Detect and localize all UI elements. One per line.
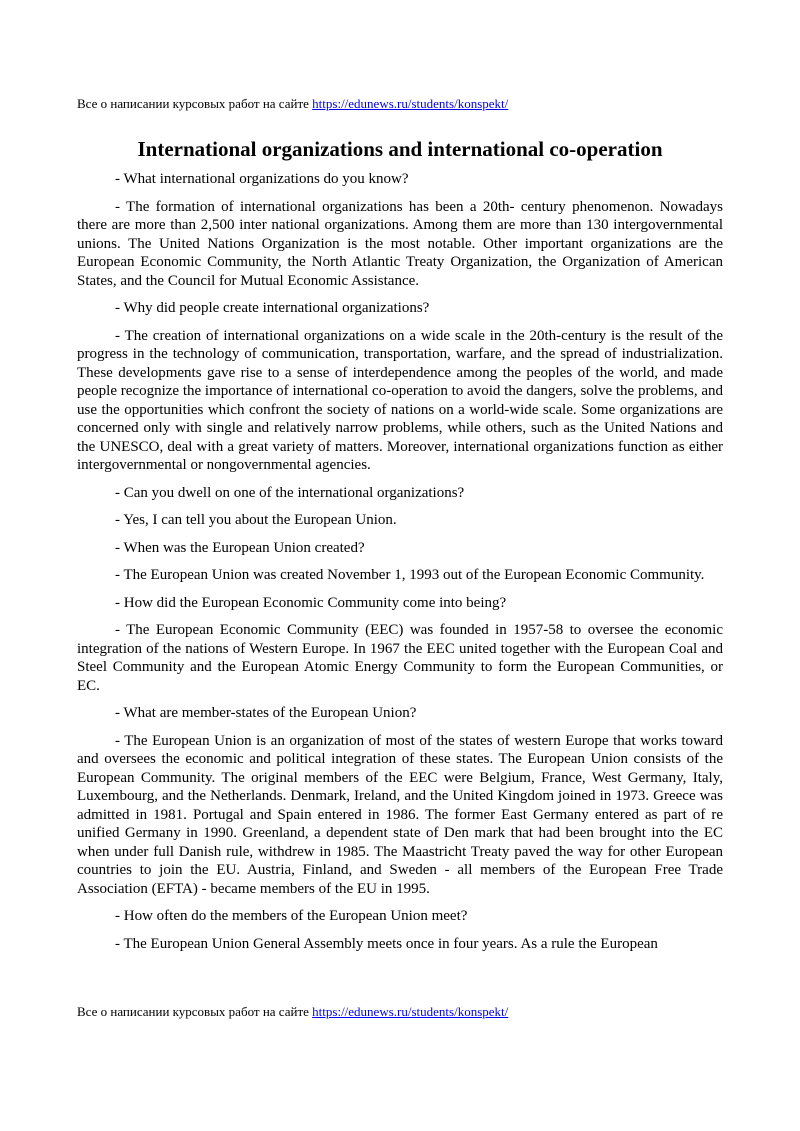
- answer-paragraph: - The European Union General Assembly meets once in four years. As a rule the European: [115, 935, 658, 952]
- question-paragraph: - What international organizations do you know?: [115, 171, 409, 187]
- header-link[interactable]: https://edunews.ru/students/konspekt/: [312, 96, 509, 111]
- question-paragraph: - How did the European Economic Community come into being?: [115, 594, 507, 611]
- document-title: International organizations and international co-operation: [137, 137, 663, 161]
- footer-text: Все о написании курсовых работ на сайте: [77, 1004, 313, 1019]
- question-paragraph: - Can you dwell on one of the international organizations?: [115, 484, 465, 501]
- header-text: Все о написании курсовых работ на сайте: [77, 96, 313, 111]
- question-paragraph: - When was the European Union created?: [115, 539, 365, 556]
- answer-paragraph: - The European Union was created November 1, 1993 out of the European Economic Community.: [115, 567, 705, 583]
- answer-paragraph: - The European Union is an organization of most of the states of western Europe that works toward and oversees the economic and political integration of these states. The European Union consists of the European Community. The original members of the EEC were Belgium, France, West Germany, Italy, Luxembourg, and the Netherlands. Denmark, Ireland, and the United Kingdom joined in 1973. Greece was admitted in 1981. Portugal and Spain entered in 1986. The former East Germany entered as part of re unified Germany in 1990. Greenland, a dependent state of Den mark that had been brought into the EC when under full Danish rule, withdrew in 1985. The Maastricht Treaty paved the way for other European countries to join the EU. Austria, Finland, and Sweden - all members of the European Free Trade Association (EFTA) - became members of the EU in 1995.: [77, 732, 723, 897]
- question-paragraph: - What are member-states of the European Union?: [115, 705, 417, 721]
- page-footer: [77, 1004, 508, 1020]
- answer-paragraph: - The European Economic Community (EEC) was founded in 1957-58 to oversee the economic integration of the nations of Western Europe. In 1967 the EEC united together with the European Coal and Steel Community and the European Atomic Energy Community to form the European Communities, or EC.: [77, 622, 723, 694]
- question-paragraph: - Why did people create international organizations?: [115, 300, 430, 316]
- document-body: [77, 136, 723, 998]
- page-header: [77, 96, 508, 112]
- question-paragraph: - How often do the members of the European Union meet?: [115, 908, 468, 924]
- answer-paragraph: - The formation of international organizations has been a 20th- century phenomenon. Nowadays there are more than 2,500 inter national organizations. Among them are more than 130 intergovernmental unions. The United Nations Organization is the most notable. Other important organizations are the European Economic Community, the North Atlantic Treaty Organization, the Organization of American States, and the Council for Mutual Economic Assistance.: [77, 198, 723, 289]
- answer-paragraph: - Yes, I can tell you about the European Union.: [115, 512, 397, 528]
- answer-paragraph: - The creation of international organizations on a wide scale in the 20th-century is the result of the progress in the technology of communication, transportation, warfare, and the spread of industrialization. These developments gave rise to a sense of interdependence among the peoples of the world, and made people recognize the importance of international co-operation to avoid the dangers, solve the problems, and use the opportunities which confront the society of nations on a world-wide scale. Some organizations are concerned only with single and relatively narrow problems, while others, such as the United Nations and the UNESCO, deal with a great variety of matters. Moreover, international organizations function as either intergovernmental or nongovernmental agencies.: [77, 327, 723, 473]
- footer-link[interactable]: https://edunews.ru/students/konspekt/: [312, 1004, 509, 1019]
